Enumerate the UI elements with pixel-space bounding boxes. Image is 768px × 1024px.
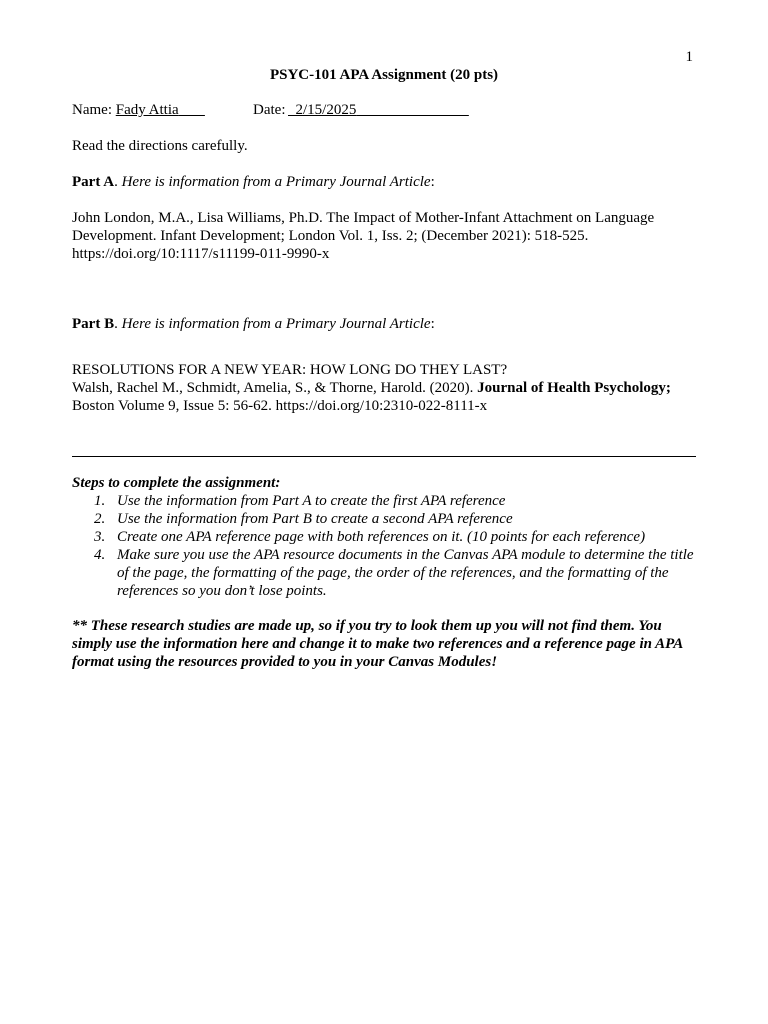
- part-b-intro: Here is information from a Primary Journal Article: [121, 316, 431, 332]
- part-a-heading: [72, 173, 696, 191]
- step-text: Use the information from Part A to create the first APA reference: [117, 493, 506, 509]
- part-b-colon: :: [430, 316, 435, 332]
- step-text: Use the information from Part B to create a second APA reference: [117, 511, 513, 527]
- part-a-intro: Here is information from a Primary Journal Article: [121, 174, 431, 190]
- part-b-line-3: Boston Volume 9, Issue 5: 56-62. https://doi.org/10:2310-022-8111-x: [72, 398, 488, 414]
- part-b-period: .: [114, 316, 118, 332]
- part-b-heading: [72, 315, 696, 333]
- name-value-text: Fady Attia: [115, 102, 179, 118]
- step-text: Make sure you use the APA resource documents in the Canvas APA module to determine the title of the page, the formatting of the page, the order of the references, and the formatting of the references so you don’t lose points.: [117, 547, 694, 599]
- step-text: Create one APA reference page with both references on it. (10 points for each reference): [117, 529, 646, 545]
- step-number: 3.: [94, 529, 106, 545]
- disclaimer-note: ** These research studies are made up, so if you try to look them up you will not find them. You simply use the information here and change it to make two references and a reference page in APA format using the resources provided to you in your Canvas Modules!: [72, 618, 683, 670]
- date-label: Date:: [253, 102, 286, 118]
- directions-text: Read the directions carefully.: [72, 138, 248, 154]
- date-value-text: 2/15/2025: [295, 102, 357, 118]
- step-number: 4.: [94, 547, 106, 563]
- part-a-line-3: https://doi.org/10:1117/s11199-011-9990-x: [72, 246, 330, 262]
- part-a-period: .: [114, 174, 118, 190]
- name-value: [116, 102, 205, 118]
- steps-section: [72, 474, 696, 600]
- part-a-citation: [72, 209, 696, 263]
- part-b-line-1: RESOLUTIONS FOR A NEW YEAR: HOW LONG DO THEY LAST?: [72, 362, 508, 378]
- part-b-label: Part B: [72, 316, 115, 332]
- step-number: 1.: [94, 493, 106, 509]
- part-a-line-2: Development. Infant Development; London Vol. 1, Iss. 2; (December 2021): 518-525.: [72, 228, 589, 244]
- steps-heading: Steps to complete the assignment:: [72, 475, 281, 491]
- page-number: 1: [685, 49, 693, 65]
- name-label: Name:: [72, 102, 112, 118]
- horizontal-rule: [72, 456, 696, 457]
- date-value: [288, 101, 469, 119]
- name-date-line: [72, 101, 357, 119]
- part-b-journal: Journal of Health Psychology;: [477, 380, 671, 396]
- part-b-line-2: [72, 379, 696, 397]
- part-a-line-1: John London, M.A., Lisa Williams, Ph.D. The Impact of Mother-Infant Attachment on Language: [72, 210, 655, 226]
- assignment-title: PSYC-101 APA Assignment (20 pts): [269, 67, 499, 83]
- step-number: 2.: [94, 511, 106, 527]
- step-item: [72, 528, 696, 546]
- part-a-label: Part A: [72, 174, 115, 190]
- part-b-citation: [72, 361, 696, 415]
- step-item: [72, 492, 696, 510]
- step-item: [72, 546, 696, 600]
- part-a-colon: :: [430, 174, 435, 190]
- steps-list: [72, 492, 696, 600]
- part-b-authors: Walsh, Rachel M., Schmidt, Amelia, S., & Thorne, Harold. (2020).: [72, 380, 478, 396]
- step-item: [72, 510, 696, 528]
